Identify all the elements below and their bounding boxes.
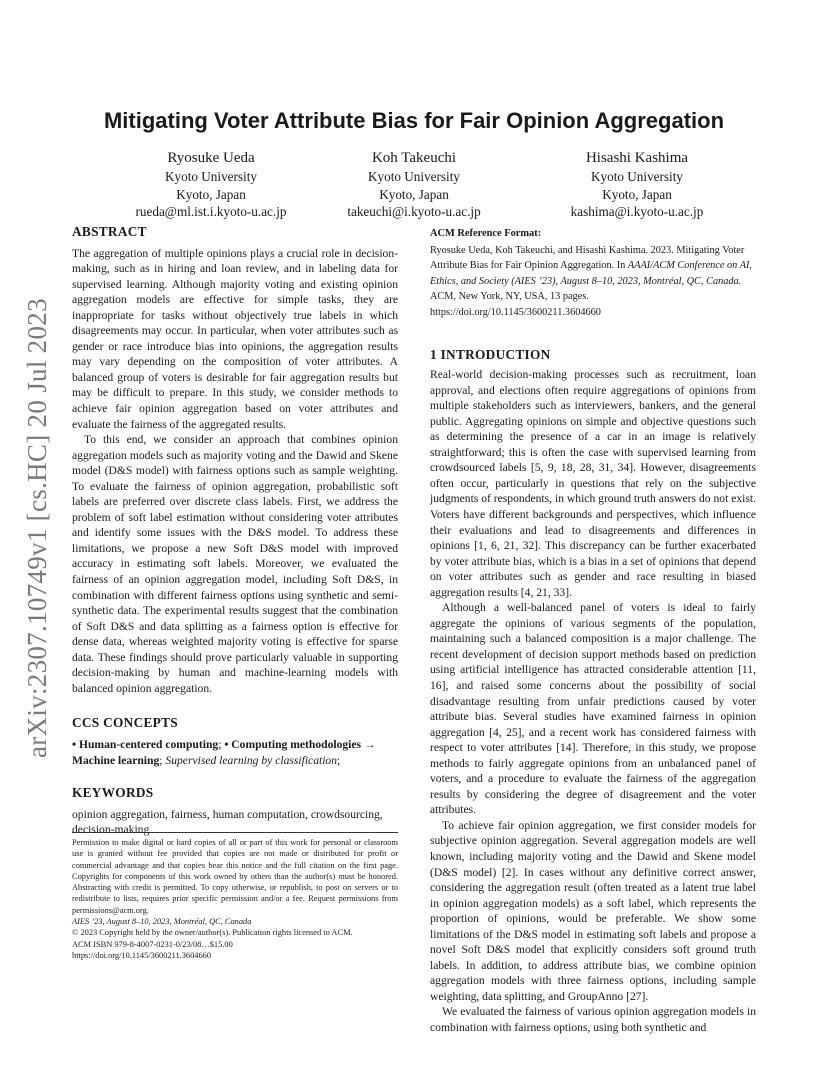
intro-paragraph: Although a well-balanced panel of voters is ideal to fairly aggregate the opinions of various segments of the population, maintaining such a balanced composition is a major challenge. The recent development of decision support methods based on prediction using artificial intelligence has attracted considerable attention [11, 16], and raised some concerns about the possibility of social disadvantage resulting from unfair predictions caused by voter attribute bias. Several studies have examined fairness in opinion aggregation [4, 25], and a recent work has considered fairness with respect to voter attributes [14]. Therefore, in this study, we propose methods to fairly aggregate opinions from an unbalanced panel of voters, and a procedure to evaluate the fairness of the aggregation results by considering the degree of disagreement and the voter attributes. [430, 601, 756, 817]
permission-notice: Permission to make digital or hard copies of all or part of this work for personal or classroom use is granted without fee provided that copies are not made or distributed for profit or commercial advantage and that copies bear this notice and the full citation on the first page. Copyrights for components of this work owned by others than the author(s) must be honored. Abstracting with credit is permitted. To copy otherwise, or republish, to post on servers or to redistribute to lists, requires prior specific permission and/or a fee. Request permissions from permissions@acm.org. [72, 838, 398, 915]
arxiv-stamp: arXiv:2307.10749v1 [cs.HC] 20 Jul 2023 [22, 298, 52, 758]
author-location: Kyoto, Japan [379, 186, 449, 202]
ccs-text: • Human-centered computing; • Computing methodologies → Machine learning; Supervised learning by classification; [72, 737, 376, 767]
paper-title: Mitigating Voter Attribute Bias for Fair Opinion Aggregation [103, 108, 725, 133]
author-email: takeuchi@i.kyoto-u.ac.jp [347, 204, 481, 219]
keywords-heading: KEYWORDS [72, 785, 154, 801]
ccs-heading: CCS CONCEPTS [72, 715, 178, 731]
right-column [430, 226, 756, 1036]
intro-heading: 1 INTRODUCTION [430, 346, 551, 362]
copyright-line: © 2023 Copyright held by the owner/author(s). Publication rights licensed to ACM. [72, 928, 353, 938]
copyright-footnote [72, 832, 398, 961]
author-affiliation: Kyoto University [591, 169, 683, 184]
author-affiliation: Kyoto University [165, 169, 257, 184]
author-affiliation: Kyoto University [368, 169, 460, 184]
author-location: Kyoto, Japan [176, 186, 246, 202]
author-name: Koh Takeuchi [371, 150, 457, 166]
intro-paragraph: To achieve fair opinion aggregation, we first consider models for subjective opinion aggregation. Several aggregation models are well known, including majority voting and the Dawid and Skene model (D&S model) [2]. In cases without any definitive correct answer, considering the aggregation result (often treated as a latent true label in opinion aggregation models) as a soft label, which represents the proportion of opinions, would be preferable. We show some limitations of the D&S model in estimating soft labels and propose a novel Soft D&S model that explicitly considers soft ground truth labels. In addition, to address attribute bias, we combine opinion aggregation models with three fairness options, including sample weighting, data splitting, and GroupAnno [27]. [430, 818, 756, 1003]
intro-paragraph: We evaluated the fairness of various opinion aggregation models in combination with fairness options, using both synthetic and [430, 1005, 756, 1035]
author-block [517, 149, 757, 221]
keywords-text: opinion aggregation, fairness, human computation, crowdsourcing, decision-making [72, 807, 383, 837]
venue-line: AIES ’23, August 8–10, 2023, Montréal, QC, Canada [72, 917, 252, 927]
intro-paragraph: Real-world decision-making processes such as recruitment, loan approval, and elections often require aggregations of opinions from multiple stakeholders such as interviewers, bankers, and the general public. Aggregating opinions on simple and objective questions such as determining the presence of a car in an image is relatively straightforward; this is often the case with supervised learning from crowdsourced labels [5, 9, 18, 28, 31, 34]. However, disagreements often occur, particularly in questions that rely on the subjective judgments of respondents, in which ground truth answers do not exist. Voters have different backgrounds and perspectives, which influence their evaluations and lead to disagreements and differences in opinions [1, 6, 21, 32]. This discrepancy can be further exacerbated by voter attribute bias, which is a bias in a set of opinions that depend on voter attributes such as gender and race resulting in biased aggregation results [4, 21, 33]. [430, 368, 756, 599]
author-name: Ryosuke Ueda [167, 150, 255, 166]
author-block [294, 149, 534, 221]
isbn-line: ACM ISBN 979-8-4007-0231-0/23/08…$15.00 [72, 939, 233, 949]
abstract-paragraph: To this end, we consider an approach that combines opinion aggregation models such as majority voting and the Dawid and Skene model (D&S model) with fairness options such as sample weighting. To evaluate the fairness of opinion aggregation, probabilistic soft labels are preferred over discrete class labels. First, we address the problem of soft label estimation without considering voter attributes and identify some issues with the D&S model. To address these limitations, we propose a new Soft D&S model with improved accuracy in estimating soft labels. Moreover, we evaluated the fairness of an opinion aggregation model, including Soft D&S, in combination with different fairness options using synthetic and semi-synthetic data. The experimental results suggest that the combination of Soft D&S and data splitting as a fairness option is effective for dense data, whereas weighted majority voting is effective for sparse data. These findings should prove particularly valuable in supporting decision-making by human and machine-learning models with balanced opinion aggregation. [72, 433, 398, 695]
left-column [72, 224, 398, 838]
author-email: rueda@ml.ist.i.kyoto-u.ac.jp [135, 204, 287, 219]
author-location: Kyoto, Japan [602, 186, 672, 202]
doi-line: https://doi.org/10.1145/3600211.3604660 [72, 950, 212, 960]
author-name: Hisashi Kashima [585, 150, 689, 166]
acm-ref-text: Ryosuke Ueda, Koh Takeuchi, and Hisashi Kashima. 2023. Mitigating Voter Attribute Bias for Fair Opinion Aggregation. In AAAI/ACM Conference on AI, Ethics, and Society (AIES ’23), August 8–10, 2023, Montréal, QC, Canada. ACM, New York, NY, USA, 13 pages. https://doi.org/10.1145/3600211.3604660 [430, 244, 753, 318]
author-email: kashima@i.kyoto-u.ac.jp [570, 204, 704, 219]
abstract-heading: ABSTRACT [72, 224, 147, 239]
acm-ref-heading: ACM Reference Format: [430, 228, 542, 239]
abstract-paragraph: The aggregation of multiple opinions plays a crucial role in decision-making, such as in hiring and loan review, and in labeling data for supervised learning. Although majority voting and existing opinion aggregation models are effective for simple tasks, they are inappropriate for tasks without objectively true labels in which disagreements may occur. In particular, when voter attributes such as gender or race introduce bias into opinions, the aggregation results may vary depending on the composition of voter attributes. A balanced group of voters is desirable for fair aggregation results but may be difficult to prepare. In this study, we consider methods to achieve fair opinion aggregation based on voter attributes and evaluate the fairness of the aggregated results. [72, 246, 398, 431]
